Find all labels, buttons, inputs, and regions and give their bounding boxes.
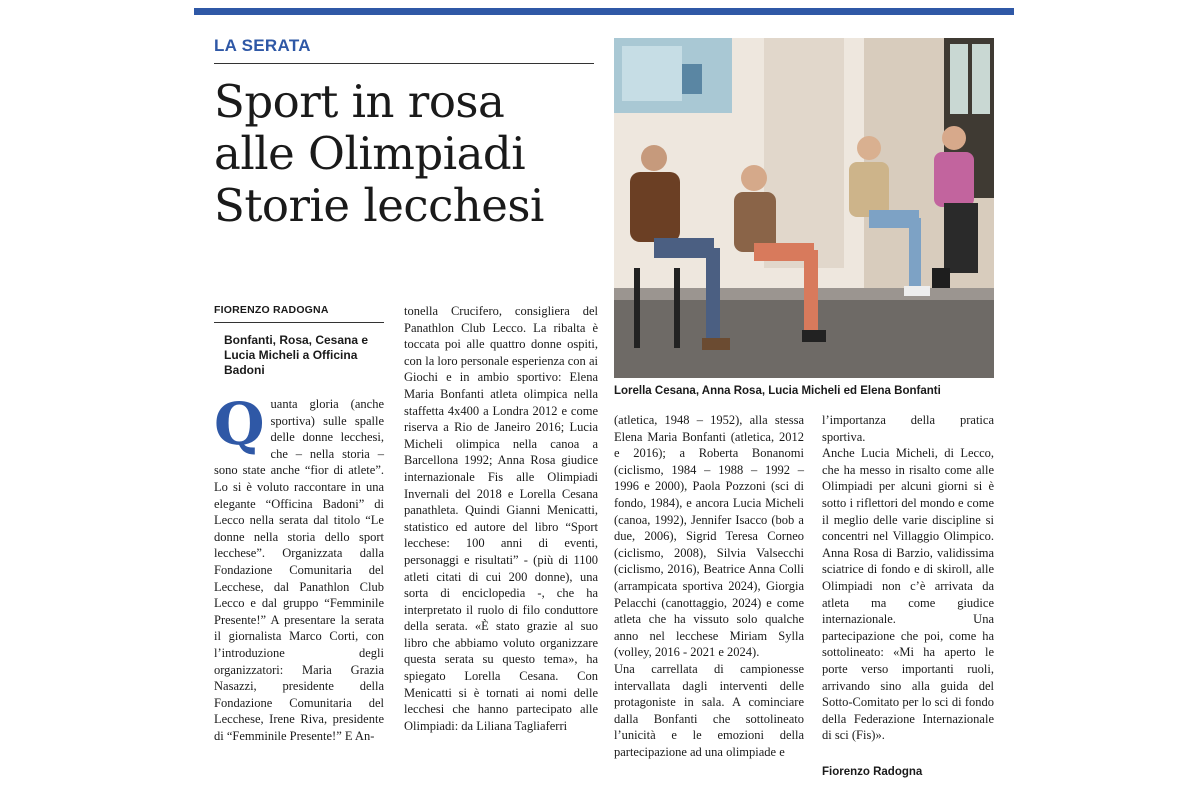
column-text: uanta gloria (anche sportiva) sulle spalle delle donne lecchesi, che – nella storia – sono state anche “fior di atlete”. Lo si è voluto raccontare in una elegante “Officina Badoni” di Lecco nella serata dal titolo “Le donne nella storia dello sport lecchese”. Organizzata dalla Fondazione Comunitaria del Lecchese, dal Panathlon Club Lecco e dal gruppo “Femminile Presente!” A presentare la serata il giornalista Marco Corti, con l’introduzione degli organizzatori: Maria Grazia Nasazzi, presidente della Fondazione Comunitaria del Lecchese, Irene Riva, presidente di “Femminile Presente!” E An- xyxy=(214,397,384,743)
top-rule xyxy=(194,8,1014,15)
headline xyxy=(214,76,604,232)
column-text: (atletica, 1948 – 1952), alla stessa Elena Maria Bonfanti (atletica, 2012 e 2016); a Roberta Bonanomi (ciclismo, 1984 – 1988 – 1992 – 1996 e 2000), Paola Pozzoni (sci di fondo, 1984), e ancora Lucia Micheli (canoa, 1992), Jennifer Isacco (bob a due, 2006), Sigrid Teresa Corneo (ciclismo, 2008), Silvia Valsecchi (ciclismo, 2016), Beatrice Anna Colli (arrampicata sportiva 2024), Giorgia Pelacchi (canottaggio, 2024) e come atleta che ha vissuto solo qualche anno nel lecchese Miriam Sylla (volley, 2016 - 2021 e 2024). xyxy=(614,413,804,660)
section-divider xyxy=(214,63,594,64)
column-text: Anche Lucia Micheli, di Lecco, che ha messo in risalto come alle Olimpiadi per alcuni giorni si è sotto i riflettori del mondo e come il meglio delle varie discipline si concentri nel Villaggio Olimpico. Anna Rosa di Barzio, validissima sciatrice di fondo e di skiroll, alle Olimpiadi non c’è arrivata da atleta ma come giudice internazionale. Una partecipazione che poi, come ha sottolineato: «Mi ha aperto le porte verso importanti ruoli, arrivando sino alla guida del Sotto-Comitato per lo sci di fondo della Federazione Internazionale di sci (Fis)». xyxy=(822,446,994,743)
headline-line: alle Olimpiadi xyxy=(214,127,526,180)
byline-divider xyxy=(214,322,384,323)
article-column-3 xyxy=(614,412,804,760)
headline-line: Sport in rosa xyxy=(214,75,505,128)
article-photo xyxy=(614,38,994,378)
column-text: l’importanza della pratica sportiva. xyxy=(822,413,994,444)
column-text: tonella Crucifero, consigliera del Panathlon Club Lecco. La ribalta è toccata poi alle quattro donne ospiti, con la loro personale esperienza con ai Giochi e in ambio sportivo: Elena Maria Bonfanti atleta olimpica nella staffetta 4x400 a Londra 2012 e come riserva a Rio de Janeiro 2016; Lucia Micheli olimpica nella canoa a Barcellona 1992; Anna Rosa giudice internazionale Fis alle Olimpiadi Invernali del 2018 e Lorella Cesana panathleta. Quindi Gianni Menicatti, statistico ed autore del libro “Sport lecchese: 100 anni di eventi, personaggi e risultati” - (più di 1100 atleti citati di cui 200 donne), una sorta di enciclopedia -, che ha interpretato il ruolo di filo conduttore della serata. «È stato grazie al suo libro che abbiamo voluto organizzare questa serata su questo tema», ha spiegato Lorella Cesana. Con Menicatti si è tornati ai nomi delle lecchesi che hanno partecipato alle Olimpiadi: da Liliana Tagliaferri xyxy=(404,304,598,733)
drop-cap: Q xyxy=(214,390,265,458)
headline-line: Storie lecchesi xyxy=(214,179,544,232)
photo-illustration xyxy=(614,38,994,378)
author-signature: Fiorenzo Radogna xyxy=(822,766,923,778)
article-column-1 xyxy=(214,390,384,744)
summary: Bonfanti, Rosa, Cesana e Lucia Micheli a Officina Badoni xyxy=(224,333,369,377)
column-text: Una carrellata di campionesse intervallata dagli interventi delle protagoniste in sala. A cominciare dalla Bonfanti che sottolineato l’unicità e le emozioni della partecipazione ad una olimpiade e xyxy=(614,661,804,759)
byline: FIORENZO RADOGNA xyxy=(214,304,329,316)
photo-caption: Lorella Cesana, Anna Rosa, Lucia Micheli ed Elena Bonfanti xyxy=(614,385,941,397)
section-label: LA SERATA xyxy=(214,36,311,55)
article-column-2 xyxy=(404,303,598,734)
article-column-4 xyxy=(822,412,994,744)
